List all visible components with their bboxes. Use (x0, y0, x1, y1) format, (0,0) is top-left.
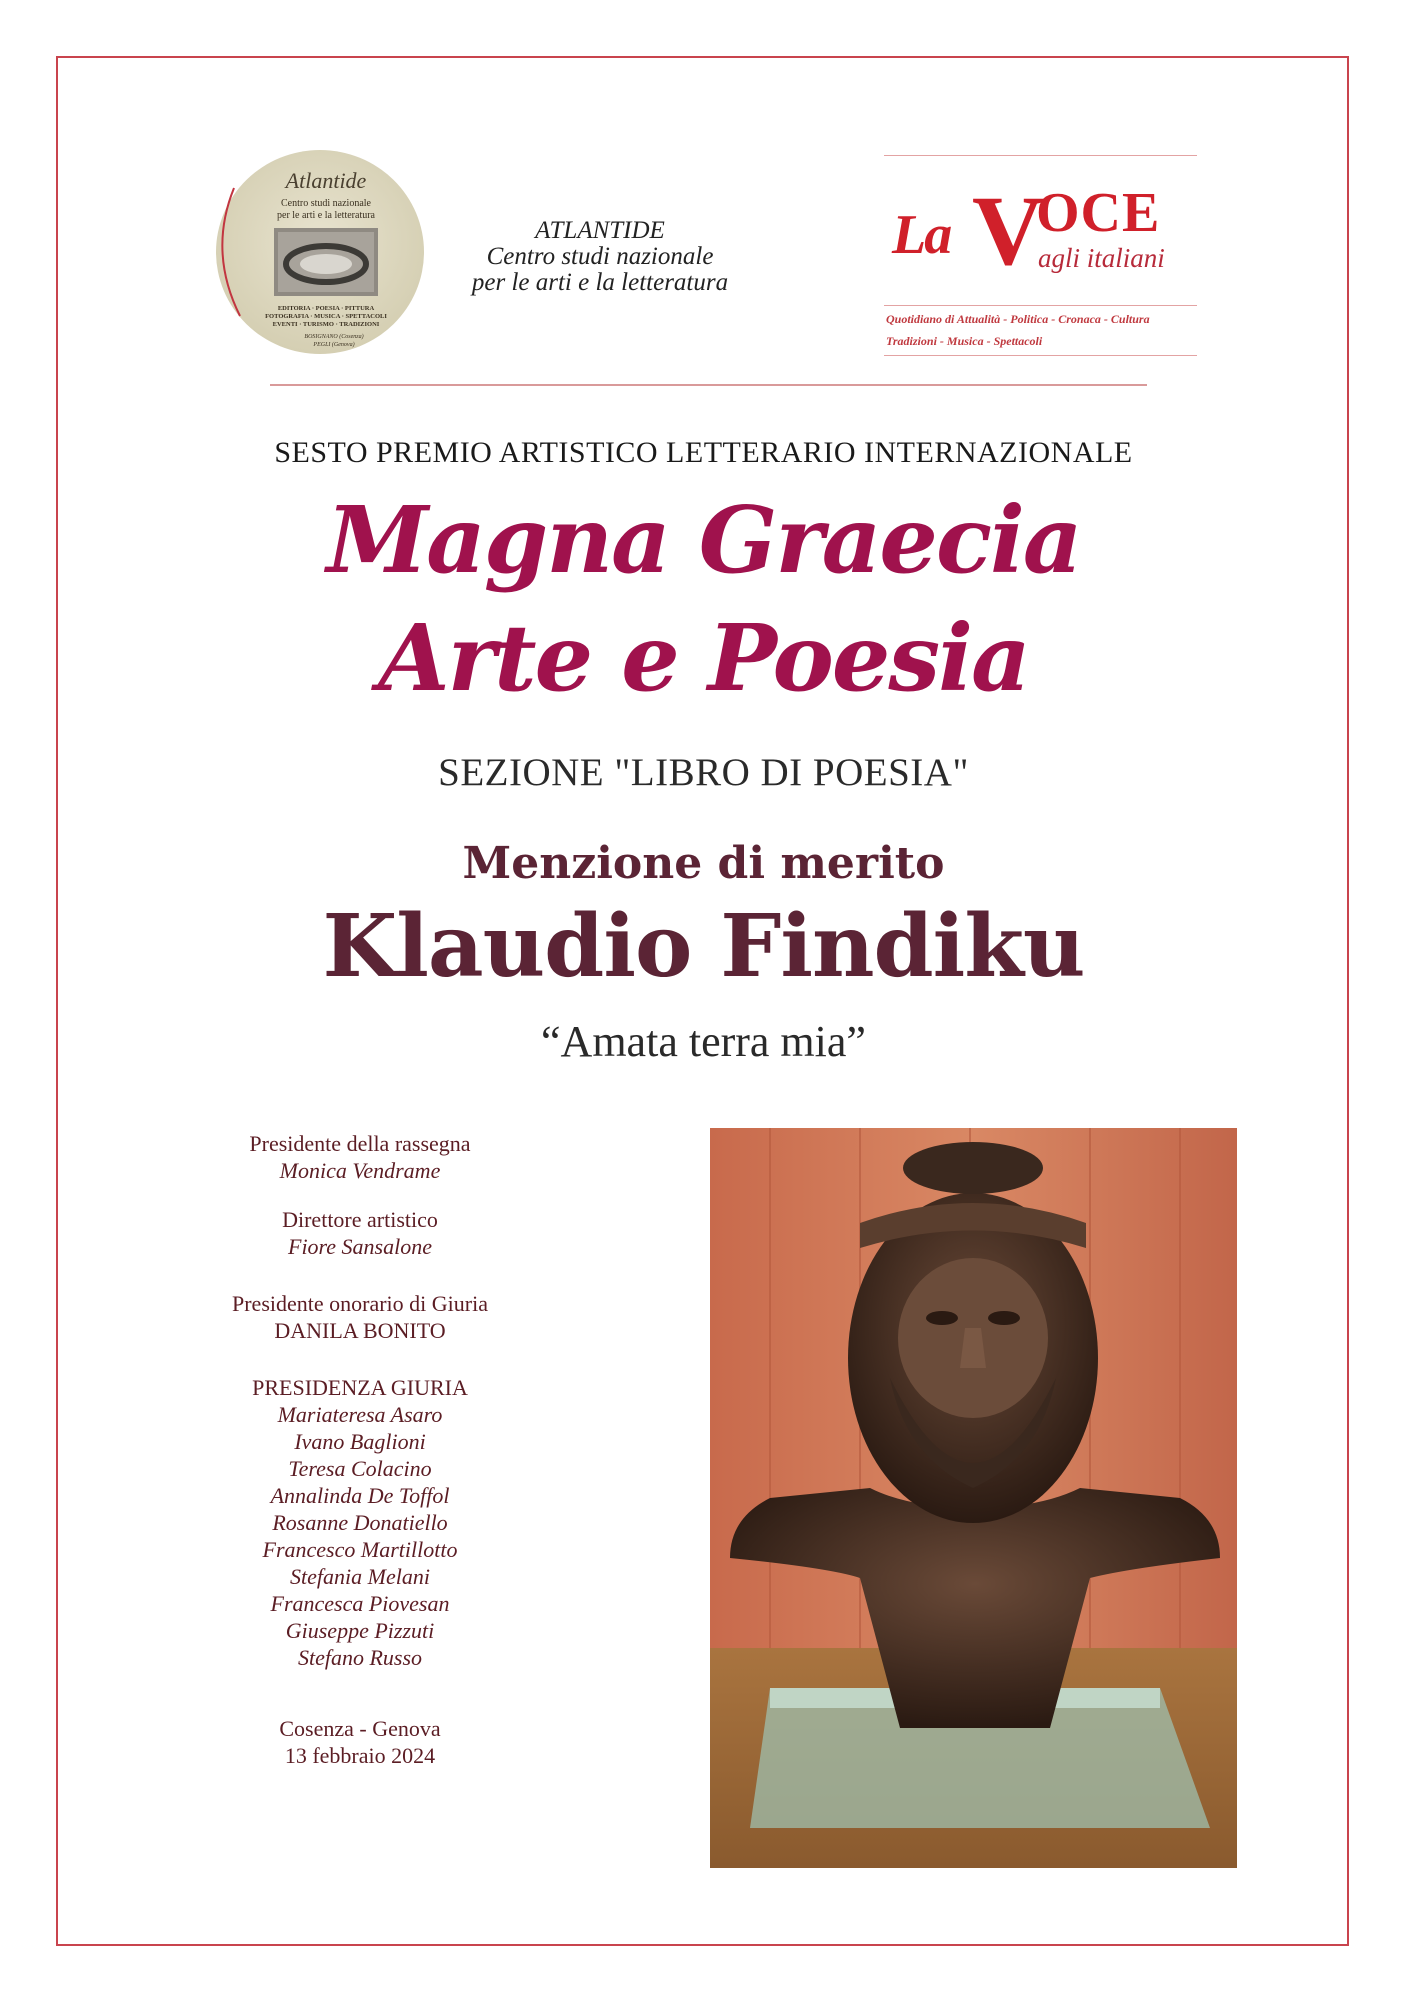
atlantide-logo-services2: FOTOGRAFIA · MUSICA · SPETTACOLI (265, 313, 387, 320)
lavoce-oce: OCE (1036, 182, 1161, 244)
credits-block (160, 1130, 560, 1769)
bronze-bust-photo (710, 1128, 1237, 1868)
atlantide-logo-services3: EVENTI · TURISMO · TRADIZIONI (272, 321, 380, 328)
onorario-label: Presidente onorario di Giuria (232, 1291, 488, 1316)
lavoce-la: La (892, 204, 951, 266)
atlantide-logo (204, 148, 426, 356)
date: 13 febbraio 2024 (284, 1743, 436, 1768)
header-divider (270, 384, 1147, 386)
presidente-name: Monica Vendrame (279, 1158, 441, 1183)
atlantide-logo-line2: per le arti e la letteratura (277, 210, 375, 221)
title-line2: Arte e Poesia (378, 604, 1029, 712)
giuria-member: Stefania Melani (290, 1564, 430, 1589)
atlantide-caption-line2: Centro studi nazionale (486, 243, 714, 270)
giuria-member: Francesca Piovesan (270, 1591, 450, 1616)
giuria-member: Rosanne Donatiello (272, 1510, 448, 1535)
lavoce-agli: agli italiani (1038, 243, 1165, 273)
giuria-member: Mariateresa Asaro (277, 1402, 443, 1427)
title-line1: Magna Graecia (326, 486, 1081, 594)
direttore-name: Fiore Sansalone (288, 1234, 432, 1259)
lavoce-bottom-rule (884, 355, 1197, 356)
giuria-member: Francesco Martillotto (262, 1537, 458, 1562)
giuria-member: Stefano Russo (297, 1645, 423, 1670)
giuria-label: PRESIDENZA GIURIA (252, 1375, 468, 1400)
lavoce-top-rule (884, 155, 1197, 156)
giuria-member: Ivano Baglioni (294, 1429, 426, 1454)
lavoce-mid-rule (884, 305, 1197, 306)
giuria-member: Giuseppe Pizzuti (285, 1618, 435, 1643)
giuria-member: Annalinda De Toffol (270, 1483, 450, 1508)
lavoce-tagline2: Tradizioni - Musica - Spettacoli (886, 334, 1043, 348)
winner-name: Klaudio Findiku (322, 896, 1085, 997)
place: Cosenza - Genova (279, 1716, 441, 1741)
lavoce-v: V (972, 175, 1045, 286)
atlantide-caption (440, 218, 760, 296)
atlantide-logo-line1: Centro studi nazionale (281, 198, 371, 209)
onorario-name: DANILA BONITO (274, 1318, 446, 1343)
atlantide-logo-services1: EDITORIA · POESIA · PITTURA (277, 305, 375, 312)
atlantide-caption-line1: ATLANTIDE (535, 217, 665, 244)
lavoce-tagline1: Quotidiano di Attualità - Politica - Cronaca - Cultura (886, 312, 1150, 326)
direttore-label: Direttore artistico (282, 1207, 438, 1232)
work-title: “Amata terra mia” (541, 1017, 866, 1066)
giuria-list (160, 1401, 560, 1671)
premio-heading: SESTO PREMIO ARTISTICO LETTERARIO INTERNAZIONALE (274, 436, 1133, 469)
atlantide-logo-place1: BOSIGNANO (Cosenza) (304, 334, 364, 340)
award-type: Menzione di merito (462, 838, 945, 889)
atlantide-caption-line3: per le arti e la letteratura (471, 269, 729, 296)
presidente-label: Presidente della rassegna (249, 1131, 471, 1156)
section-heading: SEZIONE "LIBRO DI POESIA" (438, 751, 969, 794)
lavoce-logo (884, 155, 1197, 360)
atlantide-logo-name: Atlantide (285, 168, 367, 193)
giuria-member: Teresa Colacino (288, 1456, 432, 1481)
atlantide-logo-place2: PEGLI (Genova) (313, 342, 355, 348)
